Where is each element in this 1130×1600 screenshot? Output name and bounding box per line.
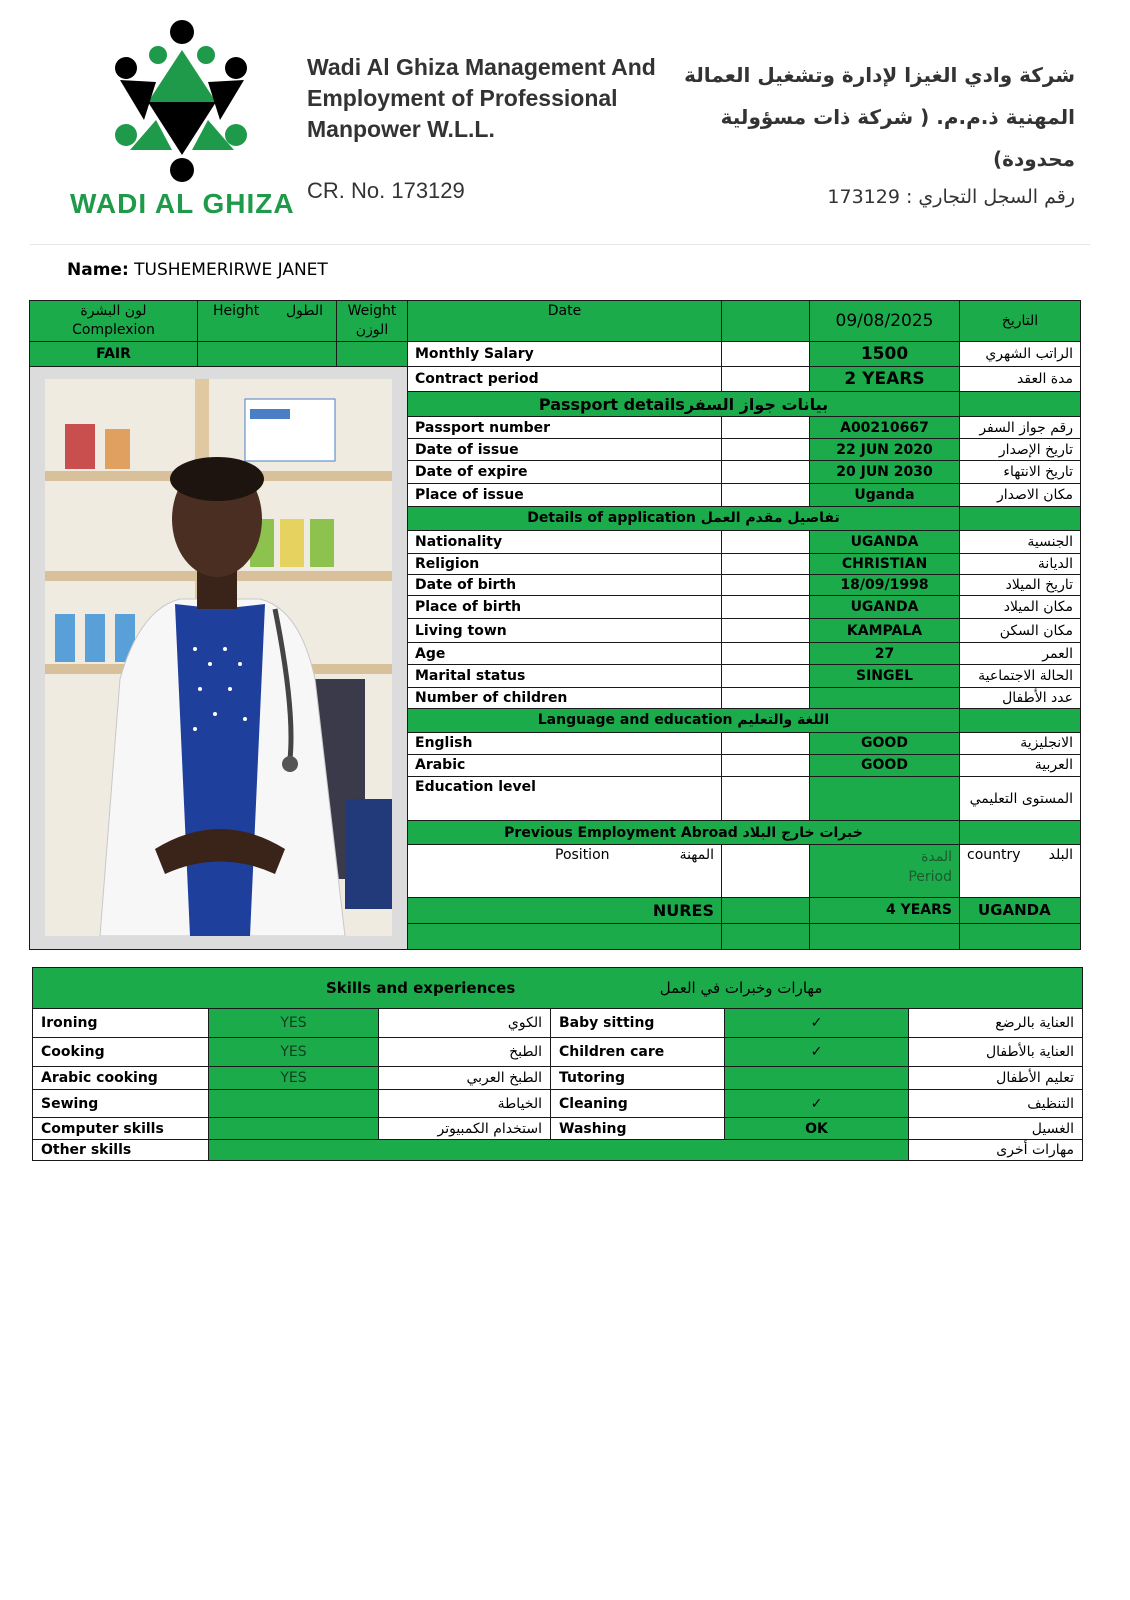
contract-ar-label: الراتب الشهري (960, 342, 1081, 367)
application-label: Number of children (408, 687, 722, 708)
application-label: Place of birth (408, 596, 722, 619)
application-value: UGANDA (810, 596, 960, 619)
cr-number-en: CR. No. 173129 (307, 178, 465, 203)
application-label: Marital status (408, 665, 722, 687)
application-value: KAMPALA (810, 619, 960, 643)
skills-title: Skills and experiences مهارات وخبرات في العمل (33, 968, 1083, 1009)
skills-table (32, 967, 1083, 1161)
company-name-ar-line: المهنية ذ.م.م. ( شركة ذات مسؤولية (720, 105, 1075, 129)
company-name-en-line: Employment of Professional (307, 85, 618, 111)
skill-label: Washing (551, 1118, 725, 1140)
company-name-ar-line: شركة وادي الغيزا لإدارة وتشغيل العمالة (684, 63, 1075, 87)
applicant-name (67, 260, 328, 280)
application-ar-label: مكان الميلاد (960, 596, 1081, 619)
skill-label: Tutoring (551, 1067, 725, 1090)
employment-section-title: Previous Employment Abroad خبرات خارج البلاد (408, 821, 960, 845)
height-value (198, 342, 337, 367)
skill-ar-label: الغسيل (909, 1118, 1083, 1140)
passport-value: 22 JUN 2020 (810, 439, 960, 461)
skill-value: YES (209, 1038, 379, 1067)
skill-label: Cleaning (551, 1090, 725, 1118)
other-skills-value (209, 1140, 909, 1161)
skill-ar-label: العناية بالأطفال (909, 1038, 1083, 1067)
application-ar-label: تاريخ الميلاد (960, 575, 1081, 596)
skill-label: Computer skills (33, 1118, 209, 1140)
language-value: GOOD (810, 754, 960, 776)
application-label: Nationality (408, 530, 722, 553)
passport-value: Uganda (810, 483, 960, 506)
application-ar-label: الديانة (960, 553, 1081, 574)
period-header: المدة Period (810, 845, 960, 897)
application-ar-label: عدد الأطفال (960, 687, 1081, 708)
position-header: Position المهنة (408, 845, 722, 897)
language-value: GOOD (810, 732, 960, 754)
date-value: 09/08/2025 (810, 301, 960, 342)
other-skills-label: Other skills (33, 1140, 209, 1161)
language-value (810, 776, 960, 820)
check-icon: ✓ (725, 1038, 909, 1067)
company-name-ar (684, 54, 1075, 180)
skill-ar-label: تعليم الأطفال (909, 1067, 1083, 1090)
application-ar-label: مكان السكن (960, 619, 1081, 643)
skill-label: Children care (551, 1038, 725, 1067)
skill-value: YES (209, 1067, 379, 1090)
contract-ar-label: مدة العقد (960, 367, 1081, 392)
cr-number-ar: رقم السجل التجاري : 173129 (827, 186, 1075, 208)
application-value (810, 687, 960, 708)
contract-value: 1500 (810, 342, 960, 367)
applicant-details-table (29, 300, 1081, 950)
skill-ar-label: التنظيف (909, 1090, 1083, 1118)
company-name-en (307, 52, 677, 145)
country-header: country البلد (960, 845, 1081, 897)
skill-ar-label: الكوي (379, 1009, 551, 1038)
language-ar-label: المستوى التعليمي (960, 776, 1081, 820)
skill-ar-label: الطبخ العربي (379, 1067, 551, 1090)
application-value: UGANDA (810, 530, 960, 553)
skill-value (209, 1090, 379, 1118)
name-value: TUSHEMERIRWE JANET (134, 260, 328, 280)
weight-value (337, 342, 408, 367)
application-section-title: Details of application تفاصيل مقدم العمل (408, 506, 960, 530)
passport-label: Passport number (408, 417, 722, 439)
language-label: Education level (408, 776, 722, 820)
skill-label: Baby sitting (551, 1009, 725, 1038)
language-label: Arabic (408, 754, 722, 776)
weight-header: Weight الوزن (337, 301, 408, 342)
logo-wordmark: WADI AL GHIZA (70, 188, 295, 219)
contract-label: Contract period (408, 367, 722, 392)
passport-ar-label: تاريخ الانتهاء (960, 461, 1081, 483)
date-header: Date (408, 301, 722, 342)
skill-label: Cooking (33, 1038, 209, 1067)
company-name-ar-line: محدودة) (993, 147, 1075, 171)
passport-label: Date of expire (408, 461, 722, 483)
skill-value (209, 1118, 379, 1140)
passport-value: 20 JUN 2030 (810, 461, 960, 483)
application-value: CHRISTIAN (810, 553, 960, 574)
passport-label: Place of issue (408, 483, 722, 506)
employment-country: UGANDA (960, 897, 1081, 923)
passport-ar-label: تاريخ الإصدار (960, 439, 1081, 461)
employment-period: 4 YEARS (810, 897, 960, 923)
passport-ar-label: رقم جواز السفر (960, 417, 1081, 439)
application-value: 27 (810, 643, 960, 665)
photo-cell (30, 367, 408, 950)
application-ar-label: الجنسية (960, 530, 1081, 553)
skill-ar-label: الخياطة (379, 1090, 551, 1118)
date-blank (722, 301, 810, 342)
company-name-en-line: Manpower W.L.L. (307, 116, 495, 142)
skill-ar-label: استخدام الكمبيوتر (379, 1118, 551, 1140)
skill-ar-label: العناية بالرضع (909, 1009, 1083, 1038)
complexion-value: FAIR (30, 342, 198, 367)
language-ar-label: الانجليزية (960, 732, 1081, 754)
skill-ar-label: الطبخ (379, 1038, 551, 1067)
application-label: Religion (408, 553, 722, 574)
language-section-title: Language and education اللغة والتعليم (408, 708, 960, 732)
applicant-photo-icon (45, 379, 392, 936)
header-divider (30, 244, 1090, 245)
check-icon: ✓ (725, 1090, 909, 1118)
skill-value: YES (209, 1009, 379, 1038)
application-ar-label: العمر (960, 643, 1081, 665)
height-header: Height الطول (198, 301, 337, 342)
language-ar-label: العربية (960, 754, 1081, 776)
complexion-header: لون البشرة Complexion (30, 301, 198, 342)
passport-label: Date of issue (408, 439, 722, 461)
application-label: Date of birth (408, 575, 722, 596)
other-skills-ar-label: مهارات أخرى (909, 1140, 1083, 1161)
passport-value: A00210667 (810, 417, 960, 439)
application-value: SINGEL (810, 665, 960, 687)
passport-ar-label: مكان الاصدار (960, 483, 1081, 506)
application-label: Age (408, 643, 722, 665)
skill-value (725, 1067, 909, 1090)
language-label: English (408, 732, 722, 754)
application-ar-label: الحالة الاجتماعية (960, 665, 1081, 687)
application-value: 18/09/1998 (810, 575, 960, 596)
contract-value: 2 YEARS (810, 367, 960, 392)
skill-label: Ironing (33, 1009, 209, 1038)
employment-position: NURES (408, 897, 722, 923)
check-icon: ✓ (725, 1009, 909, 1038)
company-name-en-line: Wadi Al Ghiza Management And (307, 54, 656, 80)
application-label: Living town (408, 619, 722, 643)
passport-section-title: Passport detailsبيانات جواز السفر (408, 392, 960, 417)
skill-label: Arabic cooking (33, 1067, 209, 1090)
skill-label: Sewing (33, 1090, 209, 1118)
date-ar-label: التاريخ (960, 301, 1081, 342)
name-label: Name: (67, 260, 129, 280)
contract-label: Monthly Salary (408, 342, 722, 367)
skill-value: OK (725, 1118, 909, 1140)
